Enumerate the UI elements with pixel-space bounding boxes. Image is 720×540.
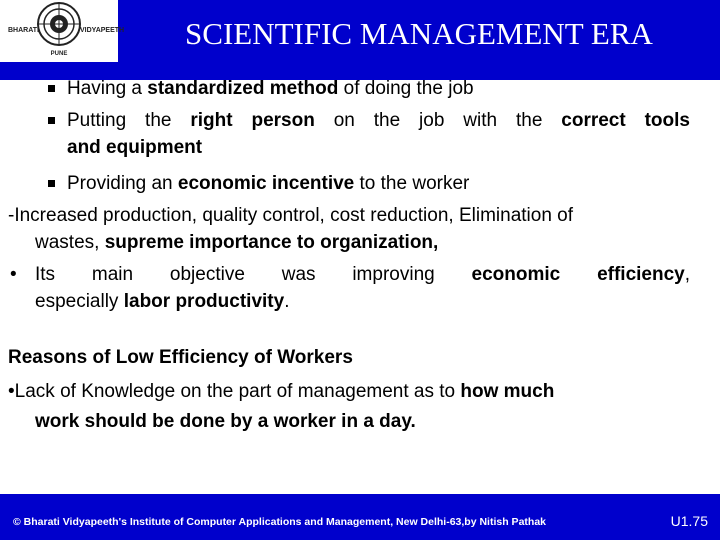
round-bullet-icon: • xyxy=(10,264,17,285)
slide-number: U1.75 xyxy=(670,513,708,529)
objective-line-1: Its main objective was improving economic efficiency, xyxy=(35,264,691,285)
square-bullet-icon xyxy=(48,117,55,124)
reasons-heading: Reasons of Low Efficiency of Workers xyxy=(8,347,353,368)
logo-text-right: VIDYAPEETH xyxy=(80,27,125,34)
square-bullet-icon xyxy=(48,180,55,187)
objective-line-2: especially labor productivity. xyxy=(35,291,290,312)
bullet-right-person-cont: and equipment xyxy=(67,137,203,158)
logo-text-bottom: PUNE xyxy=(50,51,68,57)
bullet-right-person: Putting the right person on the job with the correct tools xyxy=(67,110,690,131)
footer-copyright: © Bharati Vidyapeeth's Institute of Computer Applications and Management, New Delhi-63,by Nitish Pathak xyxy=(13,516,546,528)
footer-bar xyxy=(0,494,720,540)
outcomes-line-2: wastes, supreme importance to organization, xyxy=(35,232,439,253)
square-bullet-icon xyxy=(48,85,55,92)
reasons-line-1: •Lack of Knowledge on the part of management as to how much xyxy=(8,381,555,402)
logo-text-left: BHARATI xyxy=(8,27,39,34)
bullet-standardized-method: Having a standardized method of doing the job xyxy=(67,78,474,99)
slide-title: SCIENTIFIC MANAGEMENT ERA xyxy=(185,16,653,51)
bullet-economic-incentive: Providing an economic incentive to the worker xyxy=(67,173,470,194)
outcomes-line-1: -Increased production, quality control, cost reduction, Elimination of xyxy=(8,205,574,226)
reasons-line-2: work should be done by a worker in a day. xyxy=(35,411,416,432)
